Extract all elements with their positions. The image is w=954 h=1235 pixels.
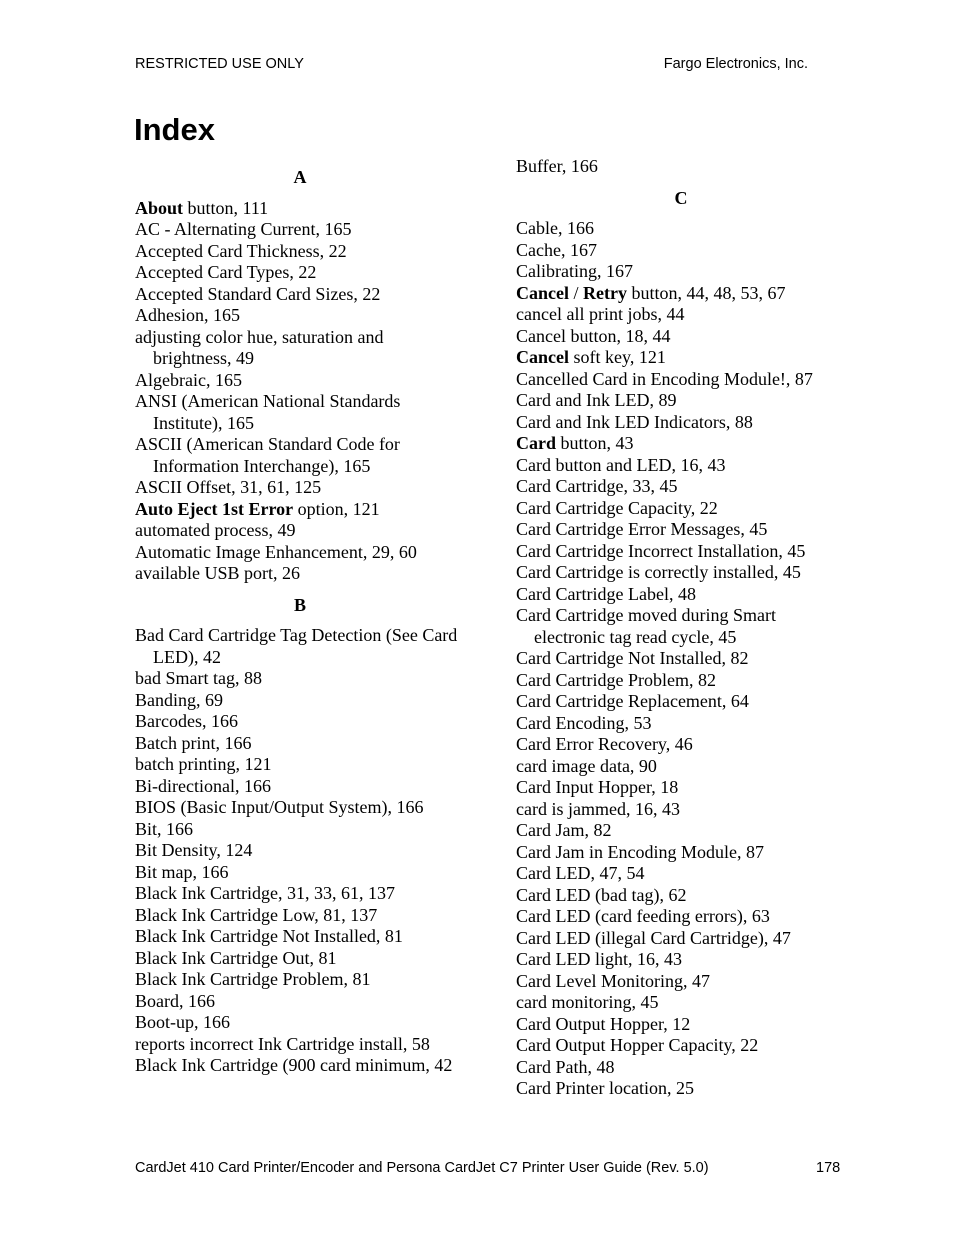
index-entry xyxy=(516,283,846,305)
index-entry-text: Card Cartridge moved during Smart electronic tag read cycle, 45 xyxy=(516,605,776,647)
index-entry xyxy=(135,198,465,220)
index-entry xyxy=(135,797,465,819)
index-entry-text: Barcodes, 166 xyxy=(135,711,238,731)
index-column-right xyxy=(516,156,846,1100)
section-gap xyxy=(135,585,465,595)
index-entry xyxy=(135,499,465,521)
index-entry xyxy=(135,284,465,306)
index-entry xyxy=(135,905,465,927)
index-entry-text: AC - Alternating Current, 165 xyxy=(135,219,352,239)
index-entry-text: ASCII (American Standard Code for Information Interchange), 165 xyxy=(135,434,400,476)
index-entry-text: Card Encoding, 53 xyxy=(516,712,652,733)
index-entry-text: Card Cartridge Replacement, 64 xyxy=(516,691,749,711)
index-entry xyxy=(516,390,846,412)
index-entry-text: Black Ink Cartridge, 31, 33, 61, 137 xyxy=(135,883,395,903)
index-entry-text: button, 44, 48, 53, 67 xyxy=(627,282,786,303)
index-entry-text: Card LED, 47, 54 xyxy=(516,863,645,883)
index-entry xyxy=(516,648,846,670)
index-entry-text: Card Input Hopper, 18 xyxy=(516,777,679,797)
index-entry xyxy=(516,1035,846,1057)
index-entry xyxy=(516,605,846,648)
index-entry-text: Cable, 166 xyxy=(516,218,594,238)
index-entry xyxy=(135,883,465,905)
index-entry-text: card image data, 90 xyxy=(516,755,657,776)
index-entry xyxy=(135,625,465,668)
index-entry-text: Card LED (card feeding errors), 63 xyxy=(516,906,770,926)
index-entry xyxy=(516,756,846,778)
index-entry-text: card monitoring, 45 xyxy=(516,992,659,1012)
index-entry-text: automated process, 49 xyxy=(135,520,296,540)
index-entry-text: Accepted Card Thickness, 22 xyxy=(135,240,347,261)
index-entry xyxy=(135,690,465,712)
index-entry-text: Cancelled Card in Encoding Module!, 87 xyxy=(516,368,813,389)
index-column-left xyxy=(135,167,465,1077)
index-entry xyxy=(516,326,846,348)
index-entry xyxy=(135,305,465,327)
index-entry-text: Bit Density, 124 xyxy=(135,840,253,860)
index-entry-text: Accepted Standard Card Sizes, 22 xyxy=(135,283,381,304)
index-entry xyxy=(135,327,465,370)
index-entry xyxy=(135,391,465,434)
index-entry-text: Card Jam, 82 xyxy=(516,820,612,840)
index-entry xyxy=(135,434,465,477)
index-entry xyxy=(135,1012,465,1034)
index-entry-text: button, 43 xyxy=(556,433,634,453)
index-entry-text: Card Path, 48 xyxy=(516,1056,615,1077)
index-entry-text: Bit map, 166 xyxy=(135,861,229,882)
index-entry-text: Card Cartridge Error Messages, 45 xyxy=(516,519,768,539)
index-entry-term: Cancel xyxy=(516,347,569,367)
index-entry-text: Batch print, 166 xyxy=(135,732,252,753)
index-entry-text: reports incorrect Ink Cartridge install, 58 xyxy=(135,1033,430,1054)
index-entry-text: Calibrating, 167 xyxy=(516,261,633,281)
header-restricted: RESTRICTED USE ONLY xyxy=(135,56,304,72)
index-entry-text: Black Ink Cartridge Out, 81 xyxy=(135,947,337,968)
index-entry xyxy=(516,304,846,326)
index-entry-text: Card Cartridge Capacity, 22 xyxy=(516,497,718,518)
index-letter-heading: A xyxy=(293,167,307,187)
index-entry xyxy=(516,1014,846,1036)
index-entry-text: Card Cartridge Incorrect Installation, 45 xyxy=(516,540,806,561)
index-entry-text: Card Jam in Encoding Module, 87 xyxy=(516,841,764,862)
index-entry-text: Card button and LED, 16, 43 xyxy=(516,454,726,475)
index-entry xyxy=(135,1055,465,1077)
index-entry-text: / xyxy=(569,282,584,303)
index-entry xyxy=(516,433,846,455)
index-entry-text: Card Cartridge Label, 48 xyxy=(516,583,696,604)
index-entry xyxy=(516,519,846,541)
index-entry-text: Cache, 167 xyxy=(516,239,597,260)
index-entry xyxy=(135,563,465,585)
index-entry xyxy=(135,241,465,263)
index-entry xyxy=(516,992,846,1014)
index-entry xyxy=(516,820,846,842)
index-entry-text: Card LED (bad tag), 62 xyxy=(516,884,687,905)
index-entry xyxy=(135,754,465,776)
index-entry xyxy=(516,476,846,498)
index-entry xyxy=(516,713,846,735)
page-number: 178 xyxy=(816,1160,841,1176)
index-entry-text: Black Ink Cartridge Problem, 81 xyxy=(135,969,371,989)
index-entry-text: Buffer, 166 xyxy=(516,156,598,176)
index-entry xyxy=(516,928,846,950)
index-entry xyxy=(516,261,846,283)
index-entry xyxy=(516,734,846,756)
index-entry-text: Automatic Image Enhancement, 29, 60 xyxy=(135,541,417,562)
index-entry-text: Card Cartridge Not Installed, 82 xyxy=(516,648,749,668)
index-entry-text: Accepted Card Types, 22 xyxy=(135,262,317,282)
index-entry xyxy=(135,262,465,284)
index-entry xyxy=(516,498,846,520)
index-entry xyxy=(135,733,465,755)
index-entry-text: Card Output Hopper, 12 xyxy=(516,1013,691,1034)
index-entry xyxy=(135,219,465,241)
index-entry-text: batch printing, 121 xyxy=(135,754,272,774)
index-entry-text: Card and Ink LED, 89 xyxy=(516,390,677,410)
index-entry xyxy=(516,863,846,885)
index-entry-text: BIOS (Basic Input/Output System), 166 xyxy=(135,797,424,817)
index-entry xyxy=(516,584,846,606)
index-entry xyxy=(516,906,846,928)
index-entry xyxy=(135,926,465,948)
index-entry-text: ANSI (American National Standards Institute), 165 xyxy=(135,391,401,433)
index-entry xyxy=(135,711,465,733)
index-entry-text: Bi-directional, 166 xyxy=(135,775,271,796)
index-entry xyxy=(516,777,846,799)
index-entry xyxy=(516,156,846,178)
index-entry xyxy=(516,670,846,692)
index-entry-term: Card xyxy=(516,433,556,453)
index-entry xyxy=(516,562,846,584)
index-entry-text: adjusting color hue, saturation and brightness, 49 xyxy=(135,326,384,368)
index-entry-text: Black Ink Cartridge Low, 81, 137 xyxy=(135,904,378,925)
index-entry-text: cancel all print jobs, 44 xyxy=(516,304,685,324)
index-entry-text: Algebraic, 165 xyxy=(135,369,242,390)
index-entry-text: Bad Card Cartridge Tag Detection (See Card LED), 42 xyxy=(135,625,458,667)
index-entry-text: Banding, 69 xyxy=(135,689,223,710)
index-entry xyxy=(516,949,846,971)
header-company: Fargo Electronics, Inc. xyxy=(663,56,808,72)
index-entry xyxy=(135,776,465,798)
index-entry xyxy=(516,455,846,477)
index-entry-text: Bit, 166 xyxy=(135,818,194,839)
index-entry-text: Card and Ink LED Indicators, 88 xyxy=(516,411,753,432)
index-entry xyxy=(135,840,465,862)
index-entry-term: Cancel xyxy=(516,282,569,303)
index-entry-text: ASCII Offset, 31, 61, 125 xyxy=(135,477,322,497)
index-entry xyxy=(516,240,846,262)
index-letter-heading: B xyxy=(293,594,306,615)
index-entry-text: Adhesion, 165 xyxy=(135,305,240,325)
index-entry-text: card is jammed, 16, 43 xyxy=(516,798,680,819)
index-entry xyxy=(135,819,465,841)
index-entry-text: bad Smart tag, 88 xyxy=(135,668,262,688)
index-entry-text: Black Ink Cartridge (900 card minimum, 42 xyxy=(135,1055,453,1075)
index-entry xyxy=(135,948,465,970)
index-entry xyxy=(516,971,846,993)
index-entry-text: available USB port, 26 xyxy=(135,563,300,583)
index-entry xyxy=(516,412,846,434)
index-entry xyxy=(135,862,465,884)
index-entry-term: Auto Eject 1st Error xyxy=(135,498,294,519)
index-entry-text: Card Output Hopper Capacity, 22 xyxy=(516,1035,759,1055)
index-entry-text: soft key, 121 xyxy=(569,347,666,367)
index-entry-text: Card Cartridge, 33, 45 xyxy=(516,476,678,496)
index-entry xyxy=(516,1078,846,1100)
index-entry xyxy=(516,347,846,369)
index-entry xyxy=(516,799,846,821)
index-entry-term: Retry xyxy=(583,282,627,303)
index-entry xyxy=(516,218,846,240)
index-entry-text: Black Ink Cartridge Not Installed, 81 xyxy=(135,926,403,946)
index-entry xyxy=(135,1034,465,1056)
index-entry xyxy=(516,691,846,713)
index-entry-text: Card LED light, 16, 43 xyxy=(516,949,682,969)
index-letter-heading: C xyxy=(674,187,688,208)
index-entry xyxy=(516,541,846,563)
index-entry-text: Boot-up, 166 xyxy=(135,1012,231,1032)
index-entry xyxy=(516,1057,846,1079)
index-entry-text: Card Level Monitoring, 47 xyxy=(516,970,710,991)
index-entry-text: Board, 166 xyxy=(135,990,215,1011)
index-entry-text: Card LED (illegal Card Cartridge), 47 xyxy=(516,927,791,948)
index-entry xyxy=(135,668,465,690)
footer-guide-title: CardJet 410 Card Printer/Encoder and Persona CardJet C7 Printer User Guide (Rev. 5.0) xyxy=(135,1160,709,1176)
index-entry-term: About xyxy=(135,197,184,218)
index-entry xyxy=(516,369,846,391)
index-entry xyxy=(135,969,465,991)
index-entry xyxy=(516,885,846,907)
page-title: Index xyxy=(134,112,215,147)
index-entry xyxy=(516,842,846,864)
index-entry xyxy=(135,520,465,542)
index-entry-text: Card Cartridge is correctly installed, 45 xyxy=(516,562,801,582)
index-entry xyxy=(135,477,465,499)
index-entry-text: option, 121 xyxy=(293,498,380,519)
section-gap xyxy=(516,178,846,188)
index-entry-text: button, 111 xyxy=(183,197,269,218)
index-entry xyxy=(135,991,465,1013)
index-entry-text: Card Printer location, 25 xyxy=(516,1078,694,1098)
index-entry-text: Card Error Recovery, 46 xyxy=(516,734,693,754)
index-entry-text: Cancel button, 18, 44 xyxy=(516,325,671,346)
index-entry xyxy=(135,370,465,392)
index-entry-text: Card Cartridge Problem, 82 xyxy=(516,669,716,690)
index-entry xyxy=(135,542,465,564)
